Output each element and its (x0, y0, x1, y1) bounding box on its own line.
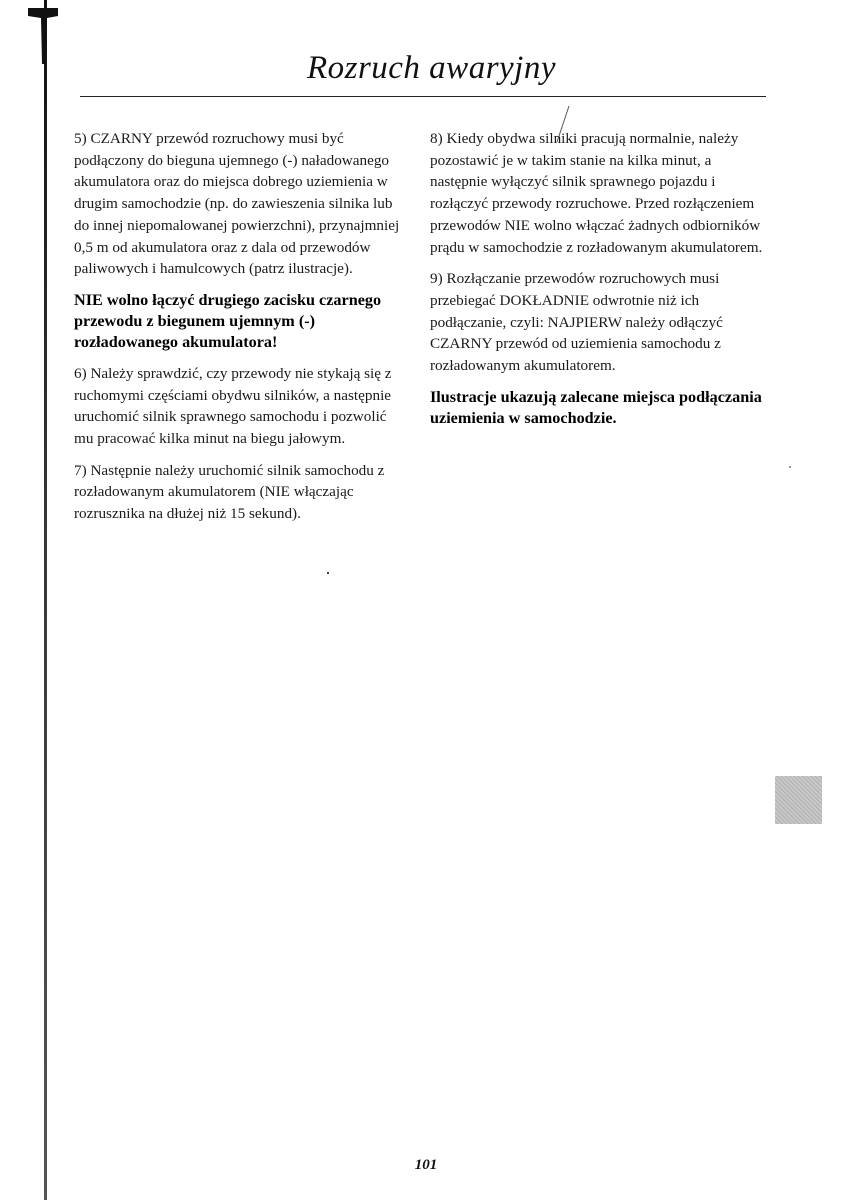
page-binding-edge (44, 0, 47, 1200)
scan-dot (327, 572, 329, 574)
scan-stray-line (535, 104, 575, 144)
illustration-note: Ilustracje ukazują zalecane miejsca podłączania uziemienia w samochodzie. (430, 387, 762, 427)
scan-dot (789, 466, 791, 468)
page-number: 101 (414, 1157, 438, 1173)
step-9-paragraph: 9) Rozłączanie przewodów rozruchowych musi przebiegać DOKŁADNIE odwrotnie niż ich podłączanie, czyli: NAJPIERW należy odłączyć CZARNY przewód od uziemienia samochodu z rozładowanym akumulatorem. (430, 270, 723, 375)
page-title: Rozruch awaryjny (306, 50, 556, 86)
warning-paragraph: NIE wolno łączyć drugiego zacisku czarnego przewodu z biegunem ujemnym (-) rozładowanego akumulatora! (74, 290, 382, 351)
left-column (74, 128, 408, 535)
title-divider (80, 96, 766, 97)
right-column (430, 128, 764, 439)
section-thumb-tab (775, 776, 822, 824)
step-5-paragraph: 5) CZARNY przewód rozruchowy musi być podłączony do bieguna ujemnego (-) naładowanego akumulatora oraz do miejsca dobrego uziemienia w drugim samochodzie (np. do zawieszenia silnika lub do innej niepomalowanej powierzchni), przynajmniej 0,5 m od akumulatora oraz z dala od przewodów paliwowych i hamulcowych (patrz ilustracje). (74, 130, 400, 278)
step-6-paragraph: 6) Należy sprawdzić, czy przewody nie stykają się z ruchomymi częściami obydwu silników, a następnie uruchomić silnik sprawnego samochodu i pozwolić mu pracować kilka minut na biegu jałowym. (74, 364, 392, 448)
binding-corner-mark (28, 4, 58, 64)
step-8-paragraph: 8) Kiedy obydwa silniki pracują normalnie, należy pozostawić je w takim stanie na kilka minut, a następnie wyłączyć silnik sprawnego pojazdu i rozłączyć przewody rozruchowe. Przed rozłączeniem przewodów NIE wolno włączać żadnych odbiorników prądu w samochodzie z rozładowanym akumulatorem. (430, 130, 763, 256)
step-7-paragraph: 7) Następnie należy uruchomić silnik samochodu z rozładowanym akumulatorem (NIE włączając rozrusznika na dłużej niż 15 sekund). (74, 461, 385, 523)
